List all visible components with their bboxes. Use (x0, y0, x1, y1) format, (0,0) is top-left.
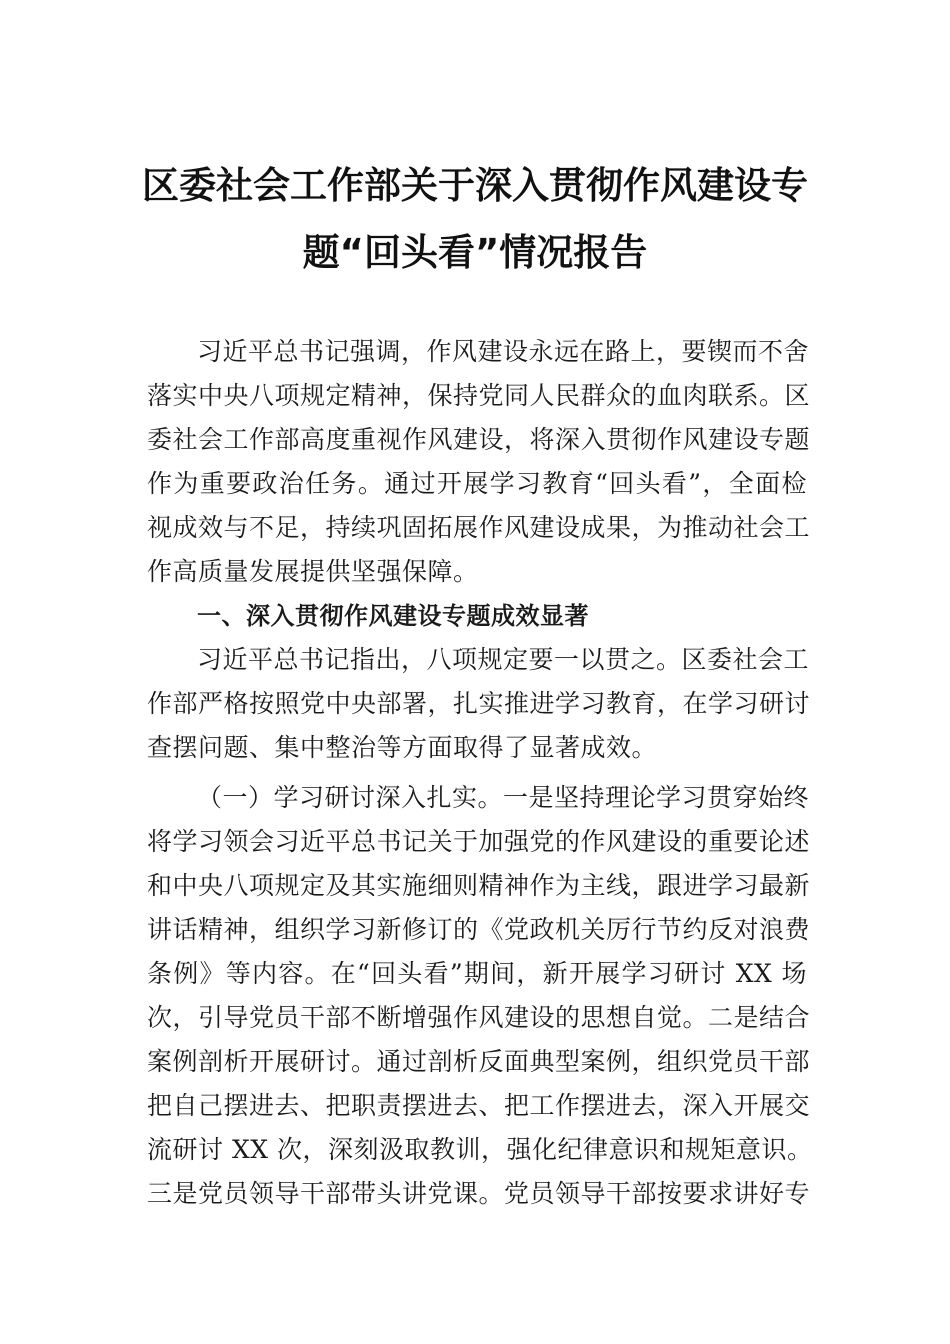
paragraph-line: 作高质量发展提供坚强保障。 (147, 557, 479, 586)
paragraph-line: 习近平总书记指出，八项规定要一以贯之。区委社会工 (197, 645, 810, 674)
paragraph-line: 作为重要政治任务。通过开展学习教育“回头看”，全面检 (147, 469, 807, 498)
paragraph-line: 视成效与不足，持续巩固拓展作风建设成果，为推动社会工 (147, 513, 811, 542)
paragraph-line: 将学习领会习近平总书记关于加强党的作风建设的重要论述 (147, 827, 811, 856)
paragraph-line: 查摆问题、集中整治等方面取得了显著成效。 (147, 733, 658, 762)
paragraph-line: 委社会工作部高度重视作风建设，将深入贯彻作风建设专题 (147, 425, 811, 454)
paragraph-line: 习近平总书记强调，作风建设永远在路上，要锲而不舍 (197, 337, 810, 366)
section-heading-text: 一、深入贯彻作风建设专题成效显著 (197, 602, 589, 630)
paragraph-line: 把自己摆进去、把职责摆进去、把工作摆进去，深入开展交 (147, 1091, 811, 1120)
paragraph-line: （一）学习研讨深入扎实。一是坚持理论学习贯穿始终 (197, 783, 810, 812)
paragraph-line: 条例》等内容。在“回头看”期间，新开展学习研讨 XX 场 (147, 959, 807, 988)
paragraph-line: 作部严格按照党中央部署，扎实推进学习教育，在学习研讨 (147, 689, 811, 718)
intro-paragraph (147, 330, 811, 594)
paragraph-line: 次，引导党员干部不断增强作风建设的思想自觉。二是结合 (147, 1003, 811, 1032)
paragraph-line: 流研讨 XX 次，深刻汲取教训，强化纪律意识和规矩意识。 (147, 1135, 813, 1164)
document-title-line-2: 题“回头看”情况报告 (302, 231, 648, 274)
paragraph-line: 落实中央八项规定精神，保持党同人民群众的血肉联系。区 (147, 381, 811, 410)
paragraph-line: 讲话精神，组织学习新修订的《党政机关厉行节约反对浪费 (147, 915, 811, 944)
subsection-paragraph (147, 776, 813, 1216)
section-heading (147, 594, 807, 638)
paragraph-line: 三是党员领导干部带头讲党课。党员领导干部按要求讲好专 (147, 1179, 811, 1208)
paragraph-line: 和中央八项规定及其实施细则精神作为主线，跟进学习最新 (147, 871, 811, 900)
section-intro-paragraph (147, 638, 811, 770)
paragraph-line: 案例剖析开展研讨。通过剖析反面典型案例，组织党员干部 (147, 1047, 811, 1076)
document-title-line-1: 区委社会工作部关于深入贯彻作风建设专 (142, 164, 808, 207)
